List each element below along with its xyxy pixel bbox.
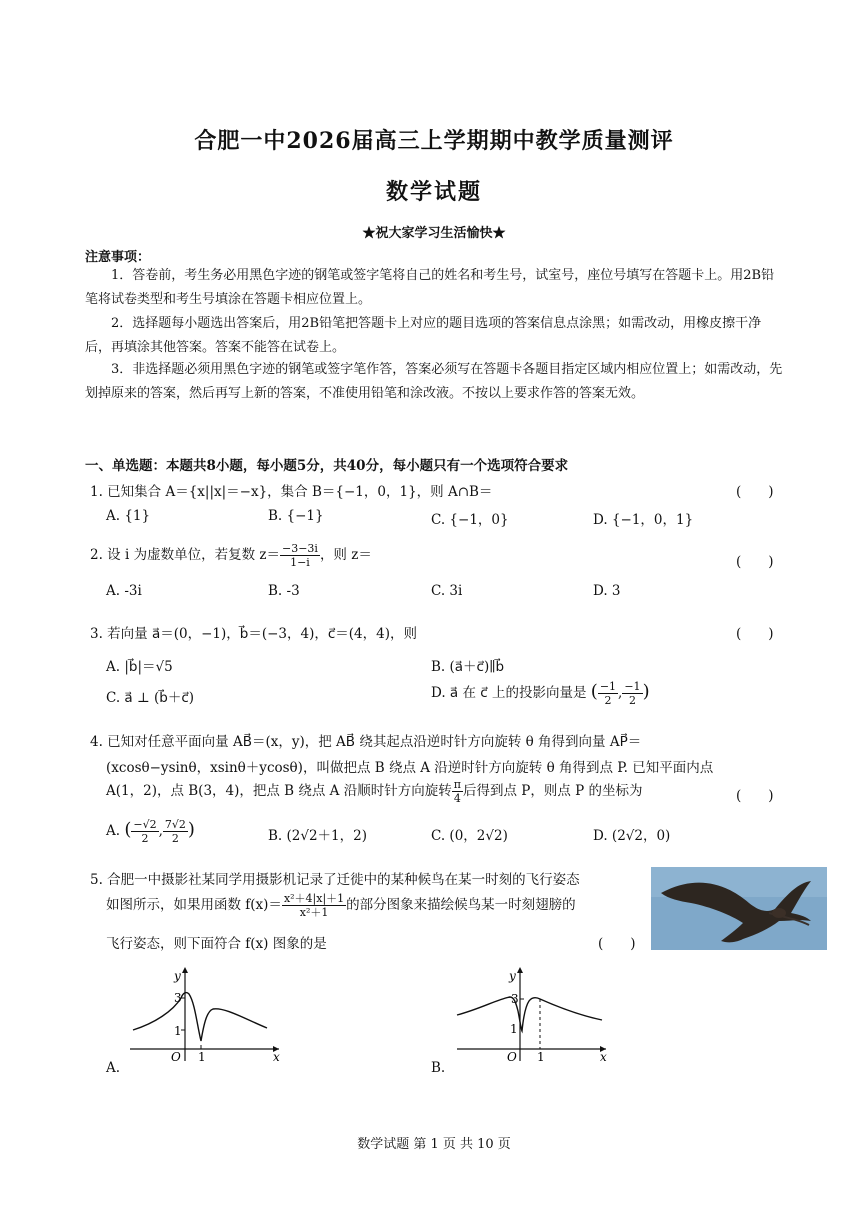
notice-heading: 注意事项： (85, 250, 151, 265)
q4-optA-den2: 2 (171, 832, 179, 845)
q2-frac-den: 1−i (290, 556, 310, 569)
q4-option-a: A. ( $\frac{-√2}{2}$ , $\frac{7√2}{2}$ ) (106, 818, 195, 845)
q4-optA-num1: −√2 (133, 818, 157, 831)
q5-frac-num: x²＋4|x|＋1 (283, 892, 345, 905)
q1-option-c: C. {−1，0} (431, 512, 509, 528)
q5-option-a-label: A. (106, 1060, 121, 1076)
q4-line3-suffix: 后得到点 P，则点 P 的坐标为 (462, 783, 643, 799)
graph-a-tick-y1: 1 (174, 1024, 182, 1038)
question-5-line-2 (106, 892, 576, 919)
q5-line2-prefix: 如图所示，如果用函数 f(x)＝ (106, 897, 282, 913)
q5-line2-suffix: 的部分图象来描绘候鸟某一时刻翅膀的 (346, 897, 576, 913)
q2-option-c: C. 3i (431, 583, 463, 599)
q1-option-d: D. {−1，0，1} (593, 512, 694, 528)
graph-b-y-label: y (509, 969, 516, 983)
question-4-line-2: (xcosθ−ysinθ，xsinθ＋ycosθ)，叫做把点 B 绕点 A 沿逆时针方向旋转 θ 角得到点 P. 已知平面内点 (106, 760, 714, 776)
graph-b-tick-3: 3 (511, 992, 519, 1006)
question-4-line-1: 4. 已知对任意平面向量 AB⃗＝(x，y)，把 AB⃗ 绕其起点沿逆时针方向旋转 θ 角得到向量 AP⃗＝ (90, 734, 642, 750)
q4-optA-label: A. (106, 823, 121, 839)
q2-option-d: D. 3 (593, 583, 621, 599)
q3-optD-num2: −1 (624, 680, 641, 693)
question-3: 3. 若向量 a⃗＝(0，−1)，b⃗＝(−3，4)，c⃗＝(4，4)，则 (90, 626, 417, 642)
q3-option-b: B. (a⃗＋c⃗)∥b⃗ (431, 659, 505, 675)
question-5-line-1: 5. 合肥一中摄影社某同学用摄影机记录了迁徙中的某种候鸟在某一时刻的飞行姿态 (90, 872, 580, 888)
graph-b-tick-x1: 1 (537, 1050, 545, 1063)
notice-item-3: 3．非选择题必须用黑色字迹的钢笔或签字笔作答，答案必须写在答题卡各题目指定区域内相应位置上；如需改动，先划掉原来的答案，然后再写上新的答案，不准使用铅笔和涂改液。不按以上要求作答的答案无效。 (85, 362, 783, 401)
q4-pi-fraction (452, 778, 463, 805)
q4-option-b: B. (2√2＋1，2) (268, 828, 367, 844)
q1-option-b: B. {−1} (268, 508, 324, 524)
graph-a-y-label: y (174, 969, 181, 983)
answer-bracket-1: ( ) (736, 484, 774, 500)
notice-item-1: 1．答卷前，考生务必用黑色字迹的钢笔或签字笔将自己的姓名和考生号，试室号，座位号填写在答题卡上。用2B铅笔将试卷类型和考生号填涂在答题卡相应位置上。 (85, 268, 775, 307)
q1-option-a: A. {1} (106, 508, 151, 524)
graph-a-tick-x1: 1 (198, 1050, 206, 1063)
graph-a (125, 963, 285, 1063)
q5-function-fraction (282, 892, 346, 919)
answer-bracket-4: ( ) (736, 788, 774, 804)
q3-optD-frac1 (598, 680, 618, 707)
q4-option-d: D. (2√2，0) (593, 828, 671, 844)
graph-b-tick-y1: 1 (510, 1022, 518, 1036)
q4-option-c: C. (0，2√2) (431, 828, 508, 844)
notice-item-2: 2．选择题每小题选出答案后，用2B铅笔把答题卡上对应的题目选项的答案信息点涂黑；如需改动，用橡皮擦干净后，再填涂其他答案。答案不能答在试卷上。 (85, 316, 762, 355)
q4-optA-frac2 (163, 818, 188, 845)
graph-a-x-label: x (273, 1050, 280, 1063)
q3-optD-den1: 2 (604, 694, 612, 707)
q3-option-a: A. |b⃗|＝√5 (106, 659, 173, 675)
q4-frac-num: π (453, 778, 461, 791)
q3-optD-frac2 (622, 680, 642, 707)
q2-frac-num: −3−3i (281, 542, 318, 555)
graph-a-curve (133, 993, 267, 1041)
q4-frac-den: 4 (453, 792, 461, 805)
exam-title: 合肥一中2026届高三上学期期中教学质量测评 (194, 128, 674, 154)
q2-suffix: ，则 z＝ (319, 547, 372, 563)
question-1: 1. 已知集合 A＝{x||x|＝−x}，集合 B＝{−1，0，1}，则 A∩B＝ (90, 484, 493, 500)
question-5-line-3: 飞行姿态，则下面符合 f(x) 图象的是 (106, 936, 327, 952)
q4-optA-num2: 7√2 (164, 818, 186, 831)
page-footer: 数学试题 第 1 页 共 10 页 (357, 1137, 511, 1152)
q3-optD-den2: 2 (628, 694, 636, 707)
answer-bracket-2: ( ) (736, 554, 774, 570)
graph-b-x-label: x (600, 1050, 607, 1063)
q2-option-a: A. -3i (106, 583, 142, 599)
subject-title: 数学试题 (385, 179, 482, 205)
q2-fraction (280, 542, 320, 569)
motto: ★祝大家学习生活愉快★ (362, 226, 506, 241)
answer-bracket-3: ( ) (736, 626, 774, 642)
answer-bracket-5: ( ) (598, 936, 636, 952)
question-4-line-3 (106, 778, 643, 805)
question-2 (90, 542, 372, 569)
q5-option-b-label: B. (431, 1060, 446, 1076)
graph-a-tick-3: 3 (174, 991, 182, 1005)
q4-line3-prefix: A(1，2)，点 B(3，4)，把点 B 绕点 A 沿顺时针方向旋转 (106, 783, 452, 799)
q3-optD-prefix: D. a⃗ 在 c⃗ 上的投影向量是 (431, 685, 587, 701)
graph-b (452, 963, 612, 1063)
q5-frac-den: x²＋1 (299, 906, 329, 919)
q3-option-d: D. a⃗ 在 c⃗ 上的投影向量是 ( $\frac{-1}{2}$ , $\frac{-1}{2}$ ) (431, 680, 650, 707)
graph-b-origin: O (507, 1050, 517, 1063)
q2-option-b: B. -3 (268, 583, 300, 599)
q4-optA-frac1 (131, 818, 158, 845)
graph-b-curve (457, 997, 602, 1031)
q4-optA-den1: 2 (141, 832, 149, 845)
section-heading: 一、单选题：本题共8小题，每小题5分，共40分，每小题只有一个选项符合要求 (85, 458, 569, 474)
graph-a-origin: O (171, 1050, 181, 1063)
q2-prefix: 2. 设 i 为虚数单位，若复数 z＝ (90, 547, 280, 563)
bird-photo (651, 867, 827, 950)
q3-optD-num1: −1 (599, 680, 617, 693)
q3-option-c: C. a⃗ ⊥ (b⃗＋c⃗) (106, 690, 195, 706)
